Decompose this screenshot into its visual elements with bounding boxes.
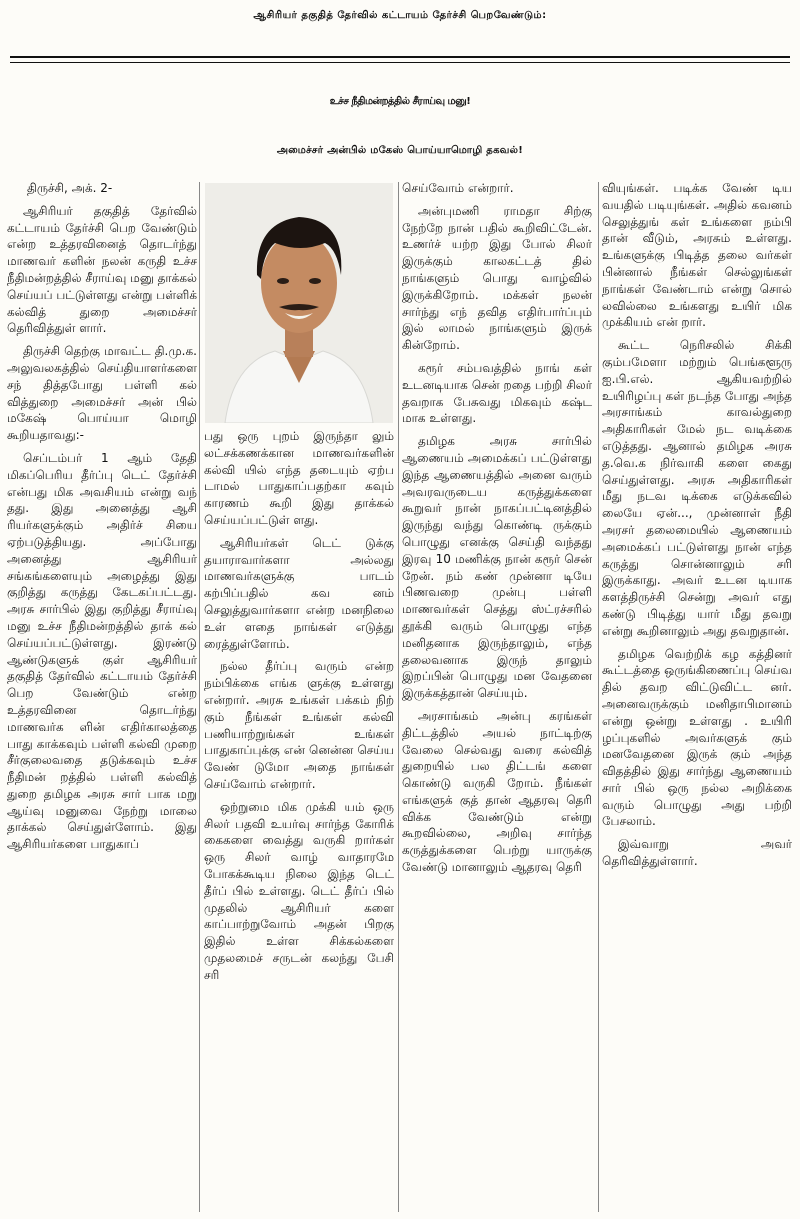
paragraph: தமிழக வெற்றிக் கழ கத்தினர் கூட்டத்தை ஒருங்கிணைப்பு செய்வ தில் தவற விட்டுவிட்ட னர். அனைவருக்கும் மனிதாபிமானம் என்று ஒன்று உள்ளது . உயிரி ழப்புகளில் அவர்களுக் கும் மனவேதனை இருக் கும் அந்த விதத்தில் இது சார்ந்து ஆணையம் சார் பில் ஒரு நல்ல அறிக்கை வரும் பொழுது அது பற்றி பேசலாம்.	[602, 646, 792, 829]
paragraph: செய்வோம் என்றார்.	[402, 181, 514, 195]
paragraph: திருச்சி தெற்கு மாவட்ட தி.மு.க. அலுவலகத்தில் செய்தியாளர்களை சந் தித்தபோது பள்ளி கல் வித்துறை அமைச்சர் அன் பில் மகேஷ் பொய்யா மொழி கூறியதாவது:-	[7, 344, 197, 443]
paragraph: அரசாங்கம் அன்பு கரங்கள் திட்டத்தில் அயல் நாட்டிற்கு வேலை செல்வது வரை கல்வித் துறையில் பல திட்டங் களை கொண்டு வருகி றோம். நீங்கள் எங்களுக் குத் தான் ஆதரவு தெரி விக்க வேண்டும் என்று கூறவில்லை, அறிவு சார்ந்த கருத்துக்களை பெற்று யாருக்கு வேண்டு மானாலும் ஆதரவு தெரி	[402, 708, 592, 875]
article-column-4	[602, 180, 792, 876]
paragraph: ஆசிரியர் தகுதித் தேர்வில் கட்டாயம் தேர்ச்சி பெற வேண்டும் என்ற உத்தரவினைத் தொடர்ந்து மாணவர் களின் நலன் கருதி உச்ச நீதிமன்றத்தில் சீராய்வு மனு தாக்கல் செய்யப் பட்டுள்ளது என்று பள்ளிக் கல்வித் துறை அமைச்சர் தெரிவித்துள் ளார்.	[7, 203, 197, 336]
paragraph: செப்டம்பர் 1 ஆம் தேதி மிகப்பெரிய தீர்ப்பு டெட் தேர்ச்சி என்பது மிக அவசியம் என்று வந் தது. இது அனைத்து ஆசி ரியர்களுக்கும் அதிர்ச் சியை ஏற்படுத்தியது. அப்போது அனைத்து ஆசிரியர் சங்கங்களையும் அழைத்து இது குறித்து கருத்து கேடகப்பட்டது. அரசு சார்பில் இது குறித்து சீராய்வு மனு உச்ச நீதிமன்றத்தில் தாக் கல் செய்யப்பட்டுள்ளது. இரண்டு ஆண்டுகளுக் குள் ஆசிரியர் தகுதித் தேர்வில் கட்டாயம் தேர்ச்சி பெற வேண்டும் என்ற உத்தரவினை தொடர்ந்து மாணவர்க ளின் எதிர்காலத்தை பாது காக்கவும் பள்ளி கல்வி முறை சீர்குலைவதை தடுக்கவும் உச்ச நீதிமன் றத்தில் பள்ளி கல்வித் துறை தமிழக அரசு சார் பாக மறு ஆய்வு மனுவை நேற்று மாலை தாக்கல் செய்துள்ளோம். இது ஆசிரியர்களை பாதுகாப்	[7, 450, 197, 852]
paragraph: நல்ல தீர்ப்பு வரும் என்ற நம்பிக்கை எங்க ளுக்கு உள்ளது என்றார். அரசு உங்கள் பக்கம் நிற் கும் நீங்கள் உங்கள் கல்வி பணியாற்றுங்கள் உங்கள் பாதுகாப்புக்கு என் னென்ன செய்ய வேண் டுமோ அதை நாங்கள் செய்வோம் என்றார்.	[204, 659, 394, 791]
paragraph: பது ஒரு புறம் இருந்தா லும் லட்சக்கணக்கான மாணவர்களின் கல்வி யில் எந்த தடையும் ஏற்ப டாமல் பாதுகாப்பதற்கா கவும் காரணம் கூறி இது தாக்கல் செய்யப்பட்டுள் ளது.	[204, 429, 394, 527]
column-divider	[398, 182, 399, 1212]
kicker: ஆசிரியர் தகுதித் தேர்வில் கட்டாயம் தேர்ச்சி பெறவேண்டும்:	[253, 10, 547, 21]
article-column-2	[204, 428, 394, 990]
kicker-rule-thin	[10, 62, 790, 63]
article-column-1	[7, 180, 197, 859]
paragraph: கரூர் சம்பவத்தில் நாங் கள் உடனடியாக சென் றதை பற்றி சிலர் தவறாக பேசுவது மிகவும் கஷ்ட மாக உள்ளது.	[402, 360, 592, 426]
subheadline: அமைச்சர் அன்பில் மகேஸ் பொய்யாமொழி தகவல்!	[276, 145, 524, 156]
paragraph: இவ்வாறு அவர் தெரிவித்துள்ளார்.	[602, 837, 792, 869]
minister-photo	[205, 183, 393, 423]
kicker-rule	[10, 56, 790, 58]
paragraph: கூட்ட நெரிசலில் சிக்கி கும்பமேளா மற்றும் பெங்களூரு ஐ.பி.எல். ஆகியவற்றில் உயிரிழப்பு கள் நடந்த போது அந்த அரசாங்கம் காவல்துறை அதிகாரிகள் மேல் நட வடிக்கை எடுத்தது. ஆனால் தமிழக அரசு த.வெ.க நிர்வாகி களை கைது செய்துள்ளது. அரசு அதிகாரிகள் மீது நடவ டிக்கை எடுக்கவில் லையே ஏன்..., முன்னாள் நீதி அரசர் தலைமையில் ஆணையம் அமைக்கப் பட்டுள்ளது நான் எந்த கருத்து சொன்னாலும் சரி இருக்காது. அவர் உடன டியாக களத்திருச்சி சென்று அவர் எது கண்டு பிடித்து யார் மீது தவறு என்று கூறினாலும் அது தவறுதான்.	[602, 338, 792, 638]
dateline: திருச்சி, அக். 2-	[27, 181, 113, 195]
paragraph: வியுங்கள். படிக்க வேண் டிய வயதில் படியுங்கள். அதில் கவனம் செலுத்துங் கள் உங்களை நம்பி தான் வீடும், அரசும் உள்ளது. உங்களுக்கு பிடித்த தலை வர்கள் பின்னால் நீங்கள் செல்லுங்கள் நாங்கள் வேண்டாம் என்று சொல் லவில்லை உங்களது உயிர் மிக முக்கியம் என் றார்.	[602, 181, 792, 330]
column-divider	[598, 182, 599, 1212]
paragraph: ஒற்றுமை மிக முக்கி யம் ஒரு சிலர் பதவி உயர்வு சார்ந்த கோரிக் கைகளை வைத்து வருகி றார்கள் ஒரு சிலர் வாழ் வாதாரமே போகக்கூடிய நிலை இந்த டெட் தீர்ப் பில் உள்ளது. டெட் தீர்ப் பில் முதலில் ஆசிரியர் களை காப்பாற்றுவோம் அதன் பிறகு இதில் உள்ள சிக்கல்களை முதலமைச் சருடன் கலந்து பேசி சரி	[204, 799, 394, 982]
paragraph: தமிழக அரசு சார்பில் ஆணையம் அமைக்கப் பட்டுள்ளது இந்த ஆணையத்தில் அனை வரும் அவரவருடைய கருத்துக்களை கூறுவர் நான் நாகப்பட்டினத்தில் இருந்து வந்து கொண்டி ருக்கும் பொழுது எனக்கு செய்தி வந்தது இரவு 10 மணிக்கு நான் கரூர் சென் றேன். நம் கண் முன்னா டியே பிணவறை முன்பு பள்ளி மாணவர்கள் செத்து ஸ்ட்ரச்சரில் தூக்கி வரும் பொழுது எந்த மனிதனாக இருந்தாலும், எந்த தலைவனாக இருந் தாலும் இறப்பின் பொழுது மன வேதனை இருக்கத்தான் செய்யும்.	[402, 434, 592, 701]
paragraph: ஆசிரியர்கள் டெட் டுக்கு தயாராவார்களா அல்லது மாணவர்களுக்கு பாடம் கற்பிப்பதில் கவ னம் செலுத்துவார்களா என்ற மனநிலை உள் ளதை நாங்கள் எடுத்து ரைத்துள்ளோம்.	[204, 535, 394, 651]
portrait-photo-icon	[205, 183, 393, 423]
article-column-3	[402, 180, 592, 882]
column-divider	[199, 182, 200, 1212]
headline: உச்ச நீதிமன்றத்தில் சீராய்வு மனு!	[329, 96, 471, 107]
paragraph: அன்புமணி ராமதா சிற்கு நேற்றே நான் பதில் கூறிவிட்டேன். உணர்ச் யற்ற இது போல் சிலர் இருக்கும் காலகட்டத் தில் நாங்களும் பொது வாழ்வில் இருக்கிறோம். மக்கள் நலன் சார்ந்து எந் தவித எதிர்பார்ப்பும் இல் லாமல் நாங்களும் இருக் கின்றோம்.	[402, 203, 592, 353]
